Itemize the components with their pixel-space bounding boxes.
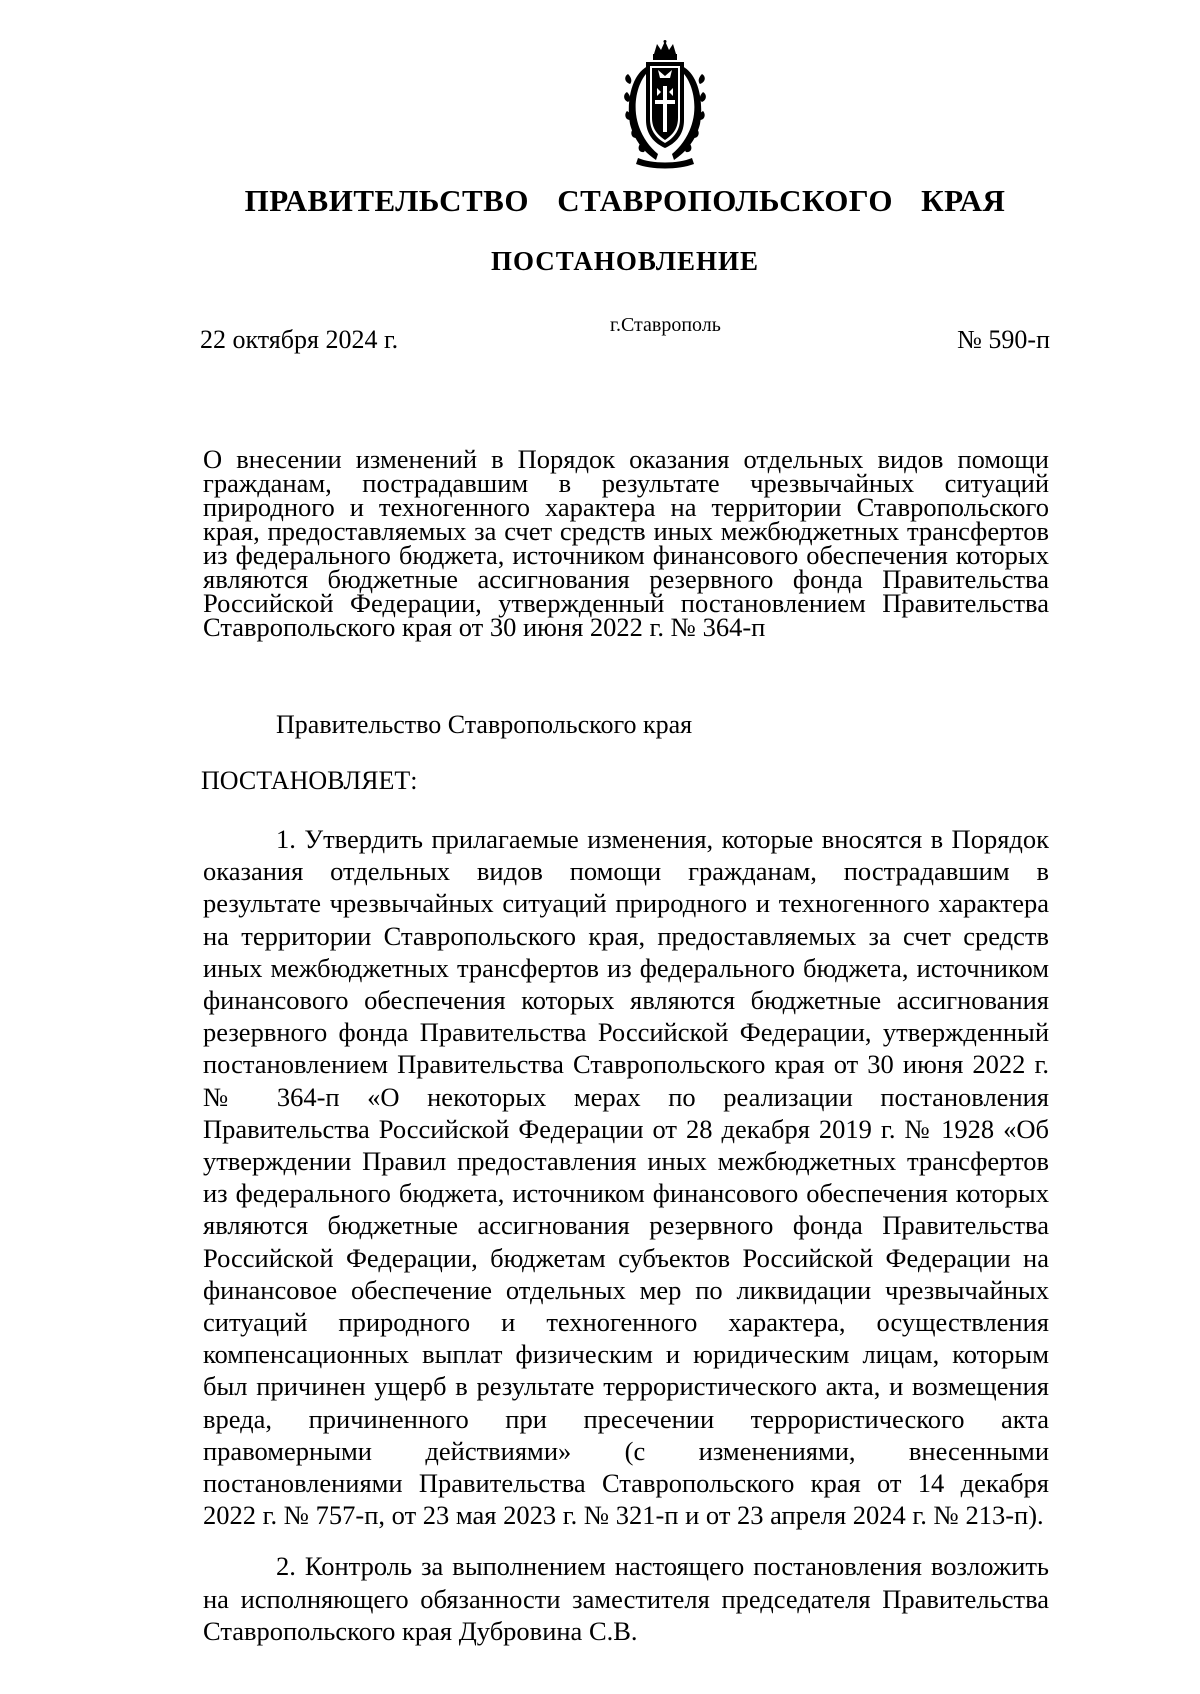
- document-place: г.Ставрополь: [610, 314, 721, 336]
- issuer-line: Правительство Ставропольского края: [276, 710, 693, 739]
- document-type: ПОСТАНОВЛЕНИЕ: [490, 246, 760, 276]
- paragraph-1: 1. Утвердить прилагаемые изменения, которые вносятся в Порядок оказания отдельных видов помощи гражданам, пострадавшим в результате чрезвычайных ситуаций природного и техногенного характера на территории Ставропольского края, предоставляемых за счет средств иных межбюджетных трансфертов из федерального бюджета, источником финансового обеспечения которых являются бюджетные ассигнования резервного фонда Правительства Российской Федерации, утвержденный постановлением Правительства Ставропольского края от 30 июня 2022 г. № 364-п «О некоторых мерах по реализации постановления Правительства Российской Федерации от 28 декабря 2019 г. № 1928 «Об утверждении Правил предоставления иных межбюджетных трансфертов из федерального бюджета, источником финансового обеспечения которых являются бюджетные ассигнования резервного фонда Правительства Российской Федерации, бюджетам субъектов Российской Федерации на финансовое обеспечение отдельных мер по ликвидации чрезвычайных ситуаций природного и техногенного характера, осуществления компенсационных выплат физическим и юридическим лицам, которым был причинен ущерб в результате террористического акта, и возмещения вреда, причиненного при пресечении террористического акта правомерными действиями» (с изменениями, внесенными постановлениями Правительства Ставропольского края от 14 декабря 2022 г. № 757-п, от 23 мая 2023 г. № 321-п и от 23 апреля 2024 г. № 213-п).: [203, 824, 1049, 1531]
- document-number: № 590-п: [957, 325, 1050, 354]
- document-subject: О внесении изменений в Порядок оказания отдельных видов помощи гражданам, пострадавшим в результате чрезвычайных ситуаций природного и техногенного характера на территории Ставропольского края, предоставляемых за счет средств иных межбюджетных трансфертов из федерального бюджета, источником финансового обеспечения которых являются бюджетные ассигнования резервного фонда Правительства Российской Федерации, утвержденный постановлением Правительства Ставропольского края от 30 июня 2022 г. № 364-п: [203, 444, 1049, 642]
- paragraph-2: 2. Контроль за выполнением настоящего постановления возложить на исполняющего обязанности заместителя председателя Правительства Ставропольского края Дубровина С.В.: [203, 1551, 1049, 1646]
- document-date: 22 октября 2024 г.: [200, 325, 399, 354]
- government-title: ПРАВИТЕЛЬСТВО СТАВРОПОЛЬСКОГО КРАЯ: [244, 183, 1006, 218]
- coat-of-arms-icon: [624, 40, 706, 170]
- document-body: [203, 823, 1049, 1647]
- decree-word: ПОСТАНОВЛЯЕТ:: [201, 766, 418, 795]
